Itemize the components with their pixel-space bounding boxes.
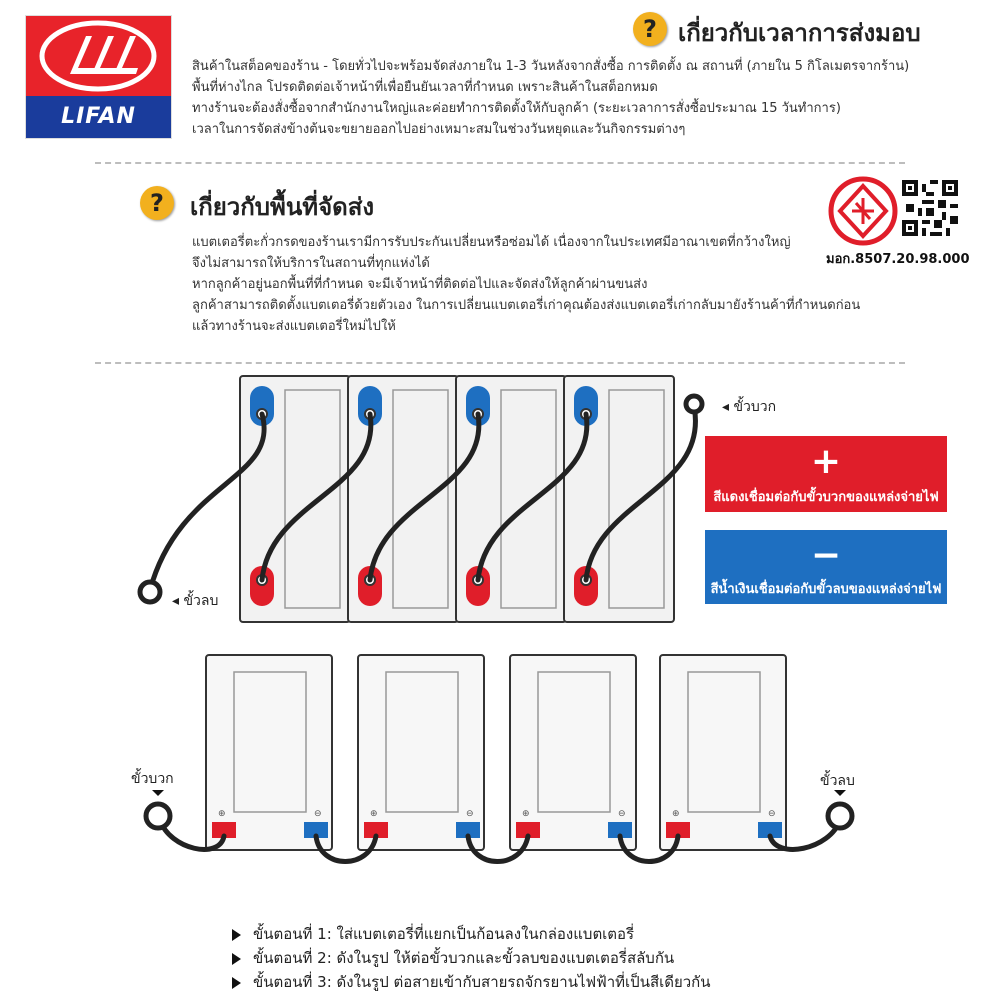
svg-text:⊖: ⊖ (768, 809, 776, 819)
brand-logo (25, 15, 172, 139)
legend-red-box (705, 436, 947, 512)
bullet-arrow-icon (232, 929, 241, 941)
question-icon: ? (633, 12, 667, 46)
delivery-time-title: เกี่ยวกับเวลาการส่งมอบ (678, 19, 921, 47)
delivery-time-text (192, 56, 909, 140)
paragraph-line: เวลาในการจัดส่งข้างต้นจะขยายออกไปอย่างเหมาะสมในช่วงวันหยุดและวันกิจกรรมต่างๆ (192, 122, 686, 137)
tis-seal-icon (828, 176, 898, 246)
plus-icon: + (810, 441, 842, 482)
bottom-positive-label: ขั้วบวก (131, 771, 174, 787)
legend-blue-text: สีน้ำเงินเชื่อมต่อกับขั้วลบของแหล่งจ่ายไฟ (710, 582, 942, 597)
paragraph-line: ทางร้านจะต้องสั่งซื้อจากสำนักงานใหญ่และค่อยทำการติดตั้งให้กับลูกค้า (ระยะเวลาการสั่งซื้อประมาณ 15 วันทำการ) (192, 101, 841, 116)
paragraph-line: แล้วทางร้านจะส่งแบตเตอรี่ใหม่ไปให้ (192, 319, 396, 334)
paragraph-line: สินค้าในสต็อคของร้าน - โดยทั่วไปจะพร้อมจัดส่งภายใน 1-3 วันหลังจากสั่งซื้อ การติดตั้ง ณ สถานที่ (ภายใน 5 กิโลเมตรจากร้าน) (192, 59, 910, 74)
paragraph-line: แบตเตอรี่ตะกั่วกรดของร้านเรามีการรับประกันเปลี่ยนหรือซ่อมได้ เนื่องจากในประเทศมีอาณาเขตที่กว้างใหญ่ (192, 235, 791, 250)
svg-text:⊕: ⊕ (522, 809, 530, 819)
step-item: ขั้นตอนที่ 3: ดังในรูป ต่อสายเข้ากับสายรถจักรยานไฟฟ้าที่เป็นสีเดียวกัน (232, 970, 711, 994)
section-divider (95, 362, 905, 364)
logo-emblem (26, 16, 171, 96)
delivery-area-text (192, 232, 860, 337)
question-icon: ? (140, 186, 174, 220)
top-negative-label: ◂ ขั้วลบ (172, 593, 219, 609)
top-positive-label: ◂ ขั้วบวก (722, 399, 777, 415)
step-item: ขั้นตอนที่ 2: ดังในรูป ให้ต่อขั้วบวกและขั้วลบของแบตเตอรี่สลับกัน (232, 946, 711, 970)
installation-steps (232, 922, 711, 994)
terminal-ring-icon (682, 392, 706, 416)
bullet-arrow-icon (232, 953, 241, 965)
paragraph-line: พื้นที่ห่างไกล โปรดติดต่อเจ้าหน้าที่เพื่อยืนยันเวลาที่กำหนด เพราะสินค้าในสต็อกหมด (192, 80, 658, 95)
qr-code-icon (902, 180, 958, 236)
paragraph-line: หากลูกค้าอยู่นอกพื้นที่ที่กำหนด จะมีเจ้าหน้าที่ติดต่อไปและจัดส่งให้ลูกค้าผ่านขนส่ง (192, 277, 648, 292)
bullet-arrow-icon (232, 977, 241, 989)
svg-text:⊕: ⊕ (672, 809, 680, 819)
legend-red-text: สีแดงเชื่อมต่อกับขั้วบวกของแหล่งจ่ายไฟ (713, 490, 939, 505)
brand-name: LIFAN (26, 96, 171, 138)
svg-text:⊖: ⊖ (314, 809, 322, 819)
certification-code: มอก.8507.20.98.000 (826, 252, 970, 267)
section-divider (95, 162, 905, 164)
svg-text:⊖: ⊖ (618, 809, 626, 819)
svg-text:⊕: ⊕ (370, 809, 378, 819)
paragraph-line: จึงไม่สามารถให้บริการในสถานที่ทุกแห่งได้ (192, 256, 430, 271)
step-item: ขั้นตอนที่ 1: ใส่แบตเตอรี่ที่แยกเป็นก้อนลงในกล่องแบตเตอรี่ (232, 922, 711, 946)
legend-blue-box (705, 530, 947, 604)
minus-icon: − (810, 535, 842, 576)
series-wiring-diagram-bottom (130, 650, 870, 880)
bottom-negative-label: ขั้วลบ (820, 773, 855, 789)
svg-text:⊕: ⊕ (218, 809, 226, 819)
delivery-area-title: เกี่ยวกับพื้นที่จัดส่ง (190, 193, 375, 221)
svg-text:⊖: ⊖ (466, 809, 474, 819)
paragraph-line: ลูกค้าสามารถติดตั้งแบตเตอรี่ด้วยตัวเอง ในการเปลี่ยนแบตเตอรี่เก่าคุณต้องส่งแบตเตอรี่เก่ากลับมายังร้านค้าที่กำหนดก่อน (192, 298, 861, 313)
